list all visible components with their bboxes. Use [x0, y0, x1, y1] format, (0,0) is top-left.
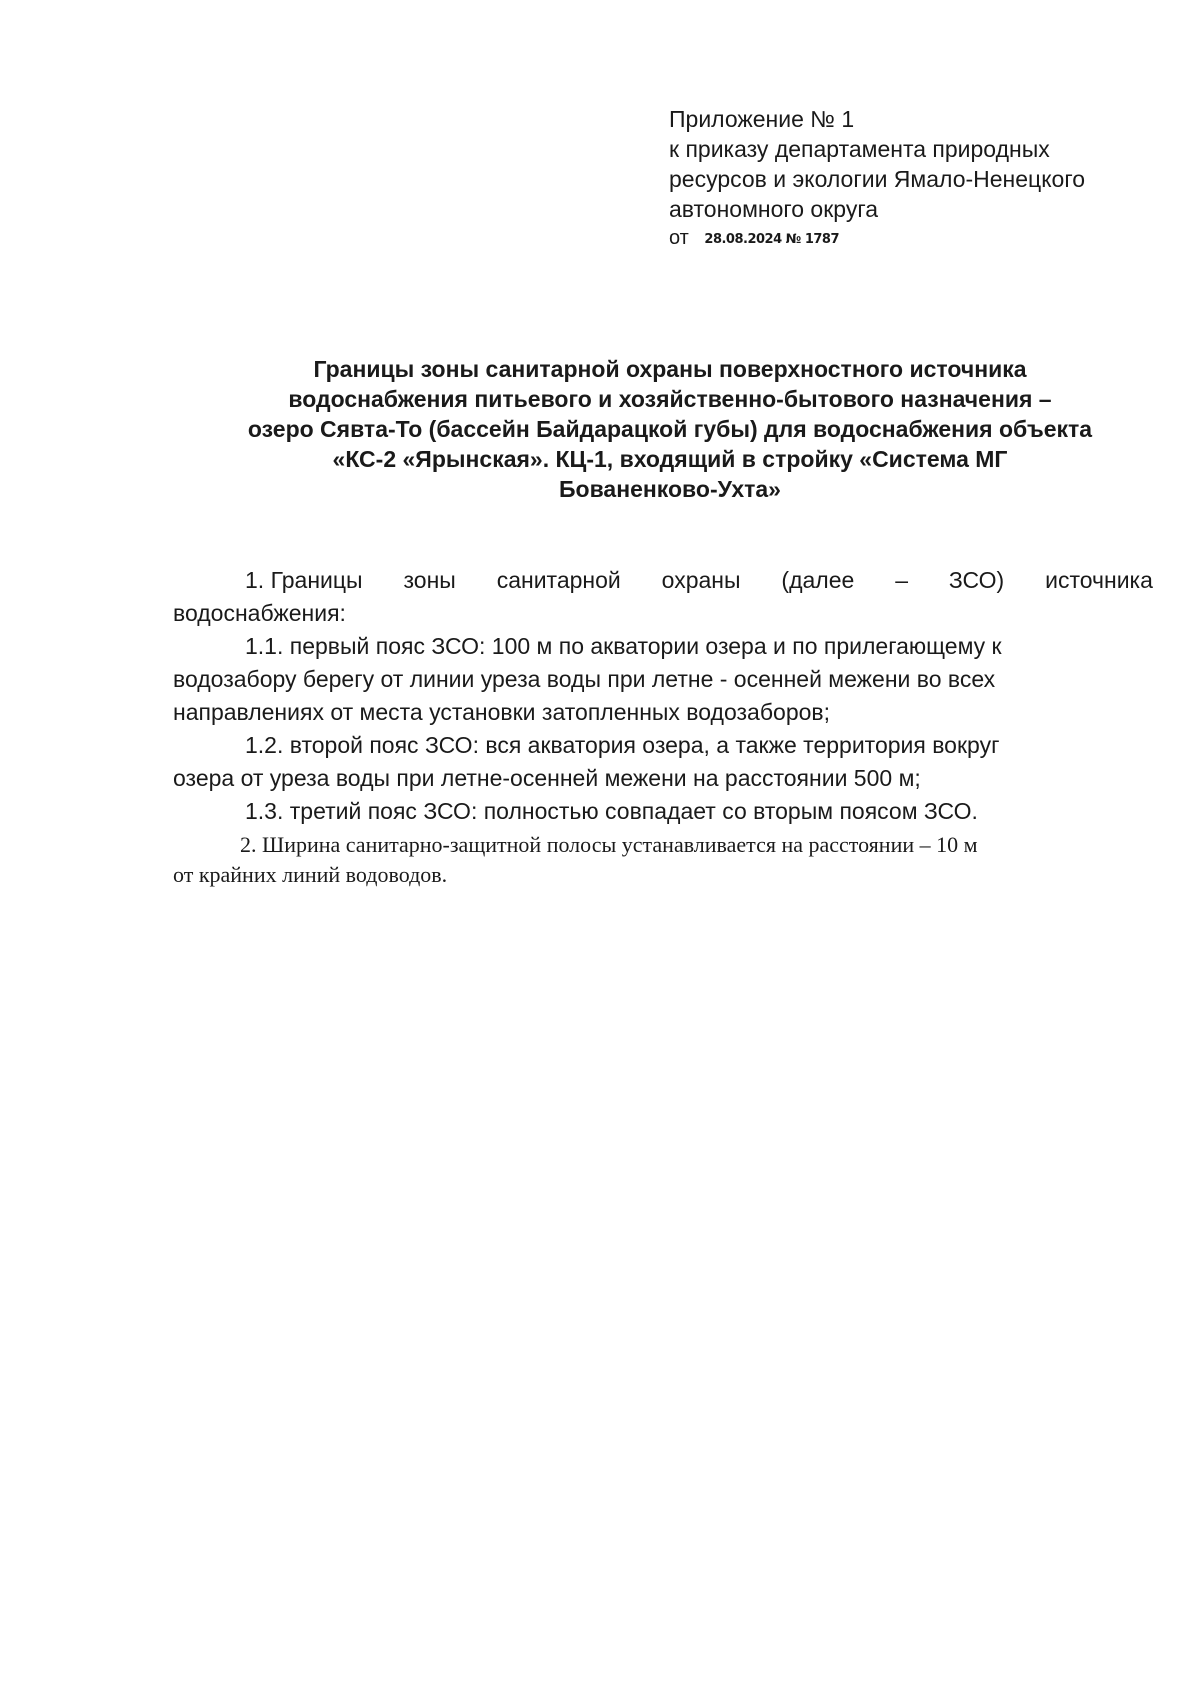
- title-line: Границы зоны санитарной охраны поверхностного источника: [313, 356, 1027, 382]
- appendix-line: автономного округа: [669, 196, 878, 222]
- title-line: озеро Сявта-То (бассейн Байдарацкой губы) для водоснабжения объекта: [247, 416, 1093, 442]
- title-line: Бованенково-Ухта»: [559, 476, 781, 502]
- paragraph-word: –: [895, 567, 908, 593]
- paragraph-1-continuation: водоснабжения:: [173, 600, 346, 626]
- paragraph-word: санитарной: [496, 567, 621, 593]
- document-body: [173, 564, 1153, 890]
- appendix-header: [669, 104, 1169, 253]
- appendix-line: ресурсов и экологии Ямало-Ненецкого: [669, 166, 1085, 192]
- paragraph-word: источника: [1045, 567, 1153, 593]
- paragraph-1-3: 1.3. третий пояс ЗСО: полностью совпадает со вторым поясом ЗСО.: [245, 798, 978, 824]
- paragraph-word: охраны: [661, 567, 741, 593]
- paragraph-2: [173, 830, 1153, 890]
- paragraph-word: ЗСО): [948, 567, 1005, 593]
- order-reference: [669, 225, 1169, 253]
- paragraph-1-2-line: озера от уреза воды при летне-осенней межени на расстоянии 500 м;: [173, 765, 921, 791]
- paragraph-1-2: 1.2. второй пояс ЗСО: вся акватория озера, а также территория вокруг: [245, 732, 1000, 758]
- paragraph-1-1-line: водозабору берегу от линии уреза воды при летне - осенней межени во всех: [173, 666, 996, 692]
- paragraph-word: 1. Границы: [245, 567, 363, 593]
- title-line: водоснабжения питьевого и хозяйственно-бытового назначения –: [288, 386, 1052, 412]
- appendix-line: к приказу департамента природных: [669, 136, 1050, 162]
- paragraph-1-1-line: направлениях от места установки затопленных водозаборов;: [173, 699, 831, 725]
- paragraph-word: зоны: [403, 567, 456, 593]
- order-from-label: от: [669, 227, 689, 249]
- paragraph-2-line: от крайних линий водоводов.: [173, 862, 448, 887]
- paragraph-word: (далее: [781, 567, 855, 593]
- appendix-title: Приложение № 1: [669, 106, 855, 132]
- order-date-number: 28.08.2024 № 1787: [704, 232, 840, 247]
- paragraph-1-1: 1.1. первый пояс ЗСО: 100 м по акватории озера и по прилегающему к: [245, 633, 1002, 659]
- paragraph-2-line: 2. Ширина санитарно-защитной полосы устанавливается на расстоянии – 10 м: [240, 832, 978, 857]
- document-title: [150, 354, 1190, 504]
- title-line: «КС-2 «Ярынская». КЦ-1, входящий в стройку «Система МГ: [332, 446, 1008, 472]
- paragraph-1-line: [173, 564, 1153, 597]
